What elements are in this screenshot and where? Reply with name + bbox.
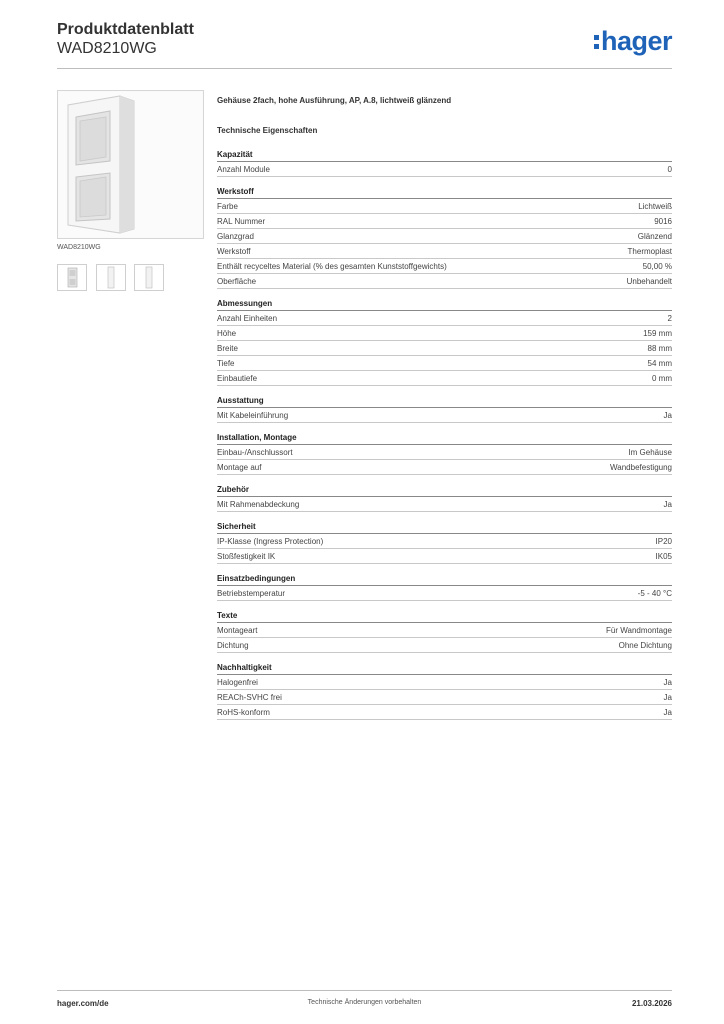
spec-row [217, 690, 672, 705]
spec-row [217, 638, 672, 653]
spec-section [217, 610, 672, 653]
product-image [57, 90, 204, 239]
spec-label: RAL Nummer [217, 216, 266, 226]
document-title: Produktdatenblatt [57, 21, 194, 38]
thumbnail-1[interactable] [57, 264, 87, 291]
spec-row [217, 705, 672, 720]
tech-heading: Technische Eigenschaften [217, 126, 318, 135]
section-title: Zubehör [217, 484, 672, 497]
spec-value: Ja [663, 410, 672, 420]
section-title: Einsatzbedingungen [217, 573, 672, 586]
spec-value: Ja [663, 707, 672, 717]
spec-label: Montageart [217, 625, 258, 635]
header-divider [57, 68, 672, 69]
spec-row [217, 549, 672, 564]
spec-label: Höhe [217, 328, 237, 338]
spec-row [217, 586, 672, 601]
housing-back-icon [135, 265, 163, 290]
spec-value: IP20 [655, 536, 672, 546]
footer-date: 21.03.2026 [631, 999, 672, 1008]
spec-value: Lichtweiß [638, 201, 672, 211]
spec-row [217, 341, 672, 356]
product-description: Gehäuse 2fach, hohe Ausführung, AP, A.8, lichtweiß glänzend [217, 96, 452, 105]
spec-value: 0 mm [652, 373, 672, 383]
spec-value: 54 mm [647, 358, 672, 368]
spec-label: Werkstoff [217, 246, 251, 256]
spec-row [217, 445, 672, 460]
thumbnail-3[interactable] [134, 264, 164, 291]
spec-row [217, 259, 672, 274]
spec-row [217, 274, 672, 289]
spec-value: Ohne Dichtung [618, 640, 672, 650]
spec-label: Enthält recyceltes Material (% des gesamten Kunststoffgewichts) [217, 261, 447, 271]
spec-label: IP-Klasse (Ingress Protection) [217, 536, 324, 546]
spec-row [217, 326, 672, 341]
double-box-housing-icon [58, 91, 203, 238]
spec-value: Thermoplast [627, 246, 672, 256]
section-title: Sicherheit [217, 521, 672, 534]
spec-section [217, 149, 672, 177]
spec-value: Glänzend [637, 231, 672, 241]
spec-label: Einbau-/Anschlussort [217, 447, 293, 457]
spec-label: Montage auf [217, 462, 262, 472]
spec-row [217, 460, 672, 475]
spec-value: Unbehandelt [626, 276, 672, 286]
thumbnail-2[interactable] [96, 264, 126, 291]
spec-value: 9016 [654, 216, 672, 226]
hager-logo [594, 26, 672, 57]
spec-row [217, 497, 672, 512]
section-title: Texte [217, 610, 672, 623]
spec-section [217, 484, 672, 512]
spec-value: Wandbefestigung [610, 462, 672, 472]
spec-label: Mit Rahmenabdeckung [217, 499, 300, 509]
spec-label: Betriebstemperatur [217, 588, 286, 598]
spec-row [217, 214, 672, 229]
spec-label: Anzahl Module [217, 164, 270, 174]
section-title: Ausstattung [217, 395, 672, 408]
spec-label: Einbautiefe [217, 373, 258, 383]
section-title: Kapazität [217, 149, 672, 162]
spec-label: Oberfläche [217, 276, 257, 286]
spec-row [217, 162, 672, 177]
product-number: WAD8210WG [57, 40, 157, 57]
housing-front-icon [58, 265, 86, 290]
spec-section [217, 662, 672, 720]
spec-label: Tiefe [217, 358, 235, 368]
spec-row [217, 356, 672, 371]
spec-label: Anzahl Einheiten [217, 313, 278, 323]
spec-value: IK05 [655, 551, 672, 561]
spec-section [217, 186, 672, 289]
spec-row [217, 623, 672, 638]
spec-value: -5 - 40 °C [637, 588, 672, 598]
footer-notice: Technische Änderungen vorbehalten [307, 999, 422, 1006]
section-title: Abmessungen [217, 298, 672, 311]
logo-text: hager [600, 26, 672, 56]
spec-label: Mit Kabeleinführung [217, 410, 289, 420]
section-title: Werkstoff [217, 186, 672, 199]
spec-section [217, 573, 672, 601]
spec-row [217, 244, 672, 259]
image-caption: WAD8210WG [57, 244, 101, 251]
spec-row [217, 229, 672, 244]
specifications [217, 96, 672, 720]
spec-label: Stoßfestigkeit IK [217, 551, 276, 561]
spec-row [217, 675, 672, 690]
spec-label: REACh-SVHC frei [217, 692, 282, 702]
spec-label: Halogenfrei [217, 677, 258, 687]
spec-value: 0 [667, 164, 672, 174]
spec-section [217, 395, 672, 423]
spec-value: Im Gehäuse [628, 447, 672, 457]
spec-label: RoHS-konform [217, 707, 270, 717]
spec-row [217, 371, 672, 386]
spec-value: 50,00 % [642, 261, 672, 271]
spec-value: 159 mm [643, 328, 672, 338]
section-title: Installation, Montage [217, 432, 672, 445]
spec-section [217, 298, 672, 386]
spec-value: 88 mm [647, 343, 672, 353]
spec-label: Farbe [217, 201, 238, 211]
spec-row [217, 311, 672, 326]
page-header [57, 20, 672, 58]
spec-sections [217, 149, 672, 720]
footer-website: hager.com/de [57, 999, 109, 1008]
spec-value: Für Wandmontage [606, 625, 672, 635]
page-footer [57, 990, 672, 1008]
spec-row [217, 534, 672, 549]
spec-row [217, 408, 672, 423]
housing-side-icon [97, 265, 125, 290]
spec-section [217, 432, 672, 475]
spec-value: Ja [663, 677, 672, 687]
spec-value: Ja [663, 692, 672, 702]
spec-label: Dichtung [217, 640, 249, 650]
section-title: Nachhaltigkeit [217, 662, 672, 675]
spec-label: Glanzgrad [217, 231, 254, 241]
logo-dots-icon [594, 26, 600, 52]
spec-section [217, 521, 672, 564]
spec-value: Ja [663, 499, 672, 509]
spec-value: 2 [667, 313, 672, 323]
spec-row [217, 199, 672, 214]
spec-label: Breite [217, 343, 238, 353]
